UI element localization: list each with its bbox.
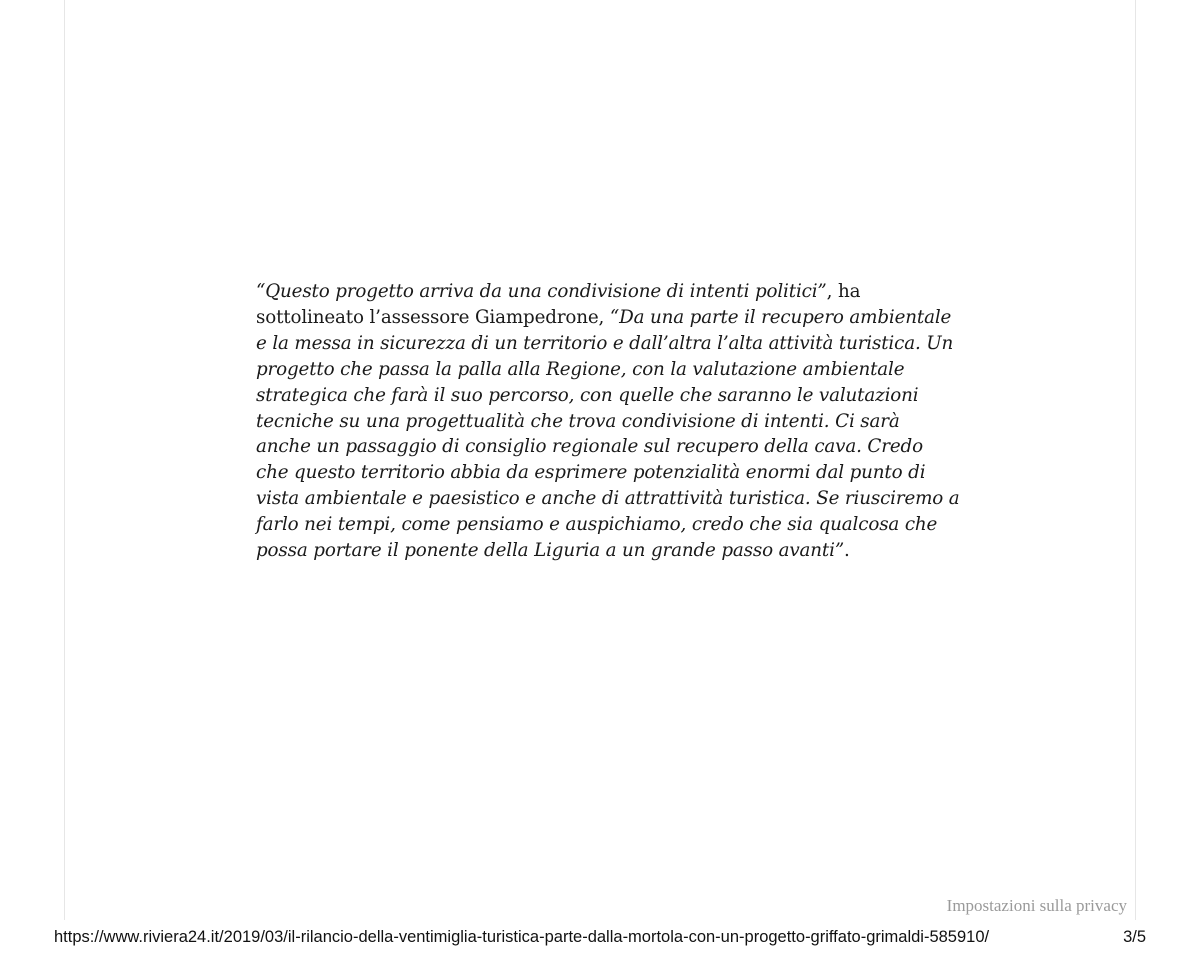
quote-end-punctuation: . xyxy=(844,540,850,562)
print-footer xyxy=(54,928,1146,950)
page-number: 3/5 xyxy=(1123,928,1146,946)
quote-attribution: , ha sottolineato l’assessore Giampedrone, xyxy=(256,281,861,328)
footer-url: https://www.riviera24.it/2019/03/il-rilancio-della-ventimiglia-turistica-parte-dalla-mortola-con-un-progetto-griffato-grimaldi-585910/ xyxy=(54,928,990,946)
quote-body: “Da una parte il recupero ambientale e la messa in sicurezza di un territorio e dall’altra l’alta attività turistica. Un progetto che passa la palla alla Regione, con la valutazione ambientale strategica che farà il suo percorso, con quelle che saranno le valutazioni tecniche su una progettualità che trova condivisione di intenti. Ci sarà anche un passaggio di consiglio regionale sul recupero della cava. Credo che questo territorio abbia da esprimere potenzialità enormi dal punto di vista ambientale e paesistico e anche di attrattività turistica. Se riusciremo a farlo nei tempi, come pensiamo e auspichiamo, credo che sia qualcosa che possa portare il ponente della Liguria a un grande passo avanti” xyxy=(256,306,960,562)
article-paragraph xyxy=(256,279,960,564)
privacy-settings-link[interactable]: Impostazioni sulla privacy xyxy=(946,896,1127,915)
quote-opening: “Questo progetto arriva da una condivisione di intenti politici” xyxy=(256,281,827,302)
